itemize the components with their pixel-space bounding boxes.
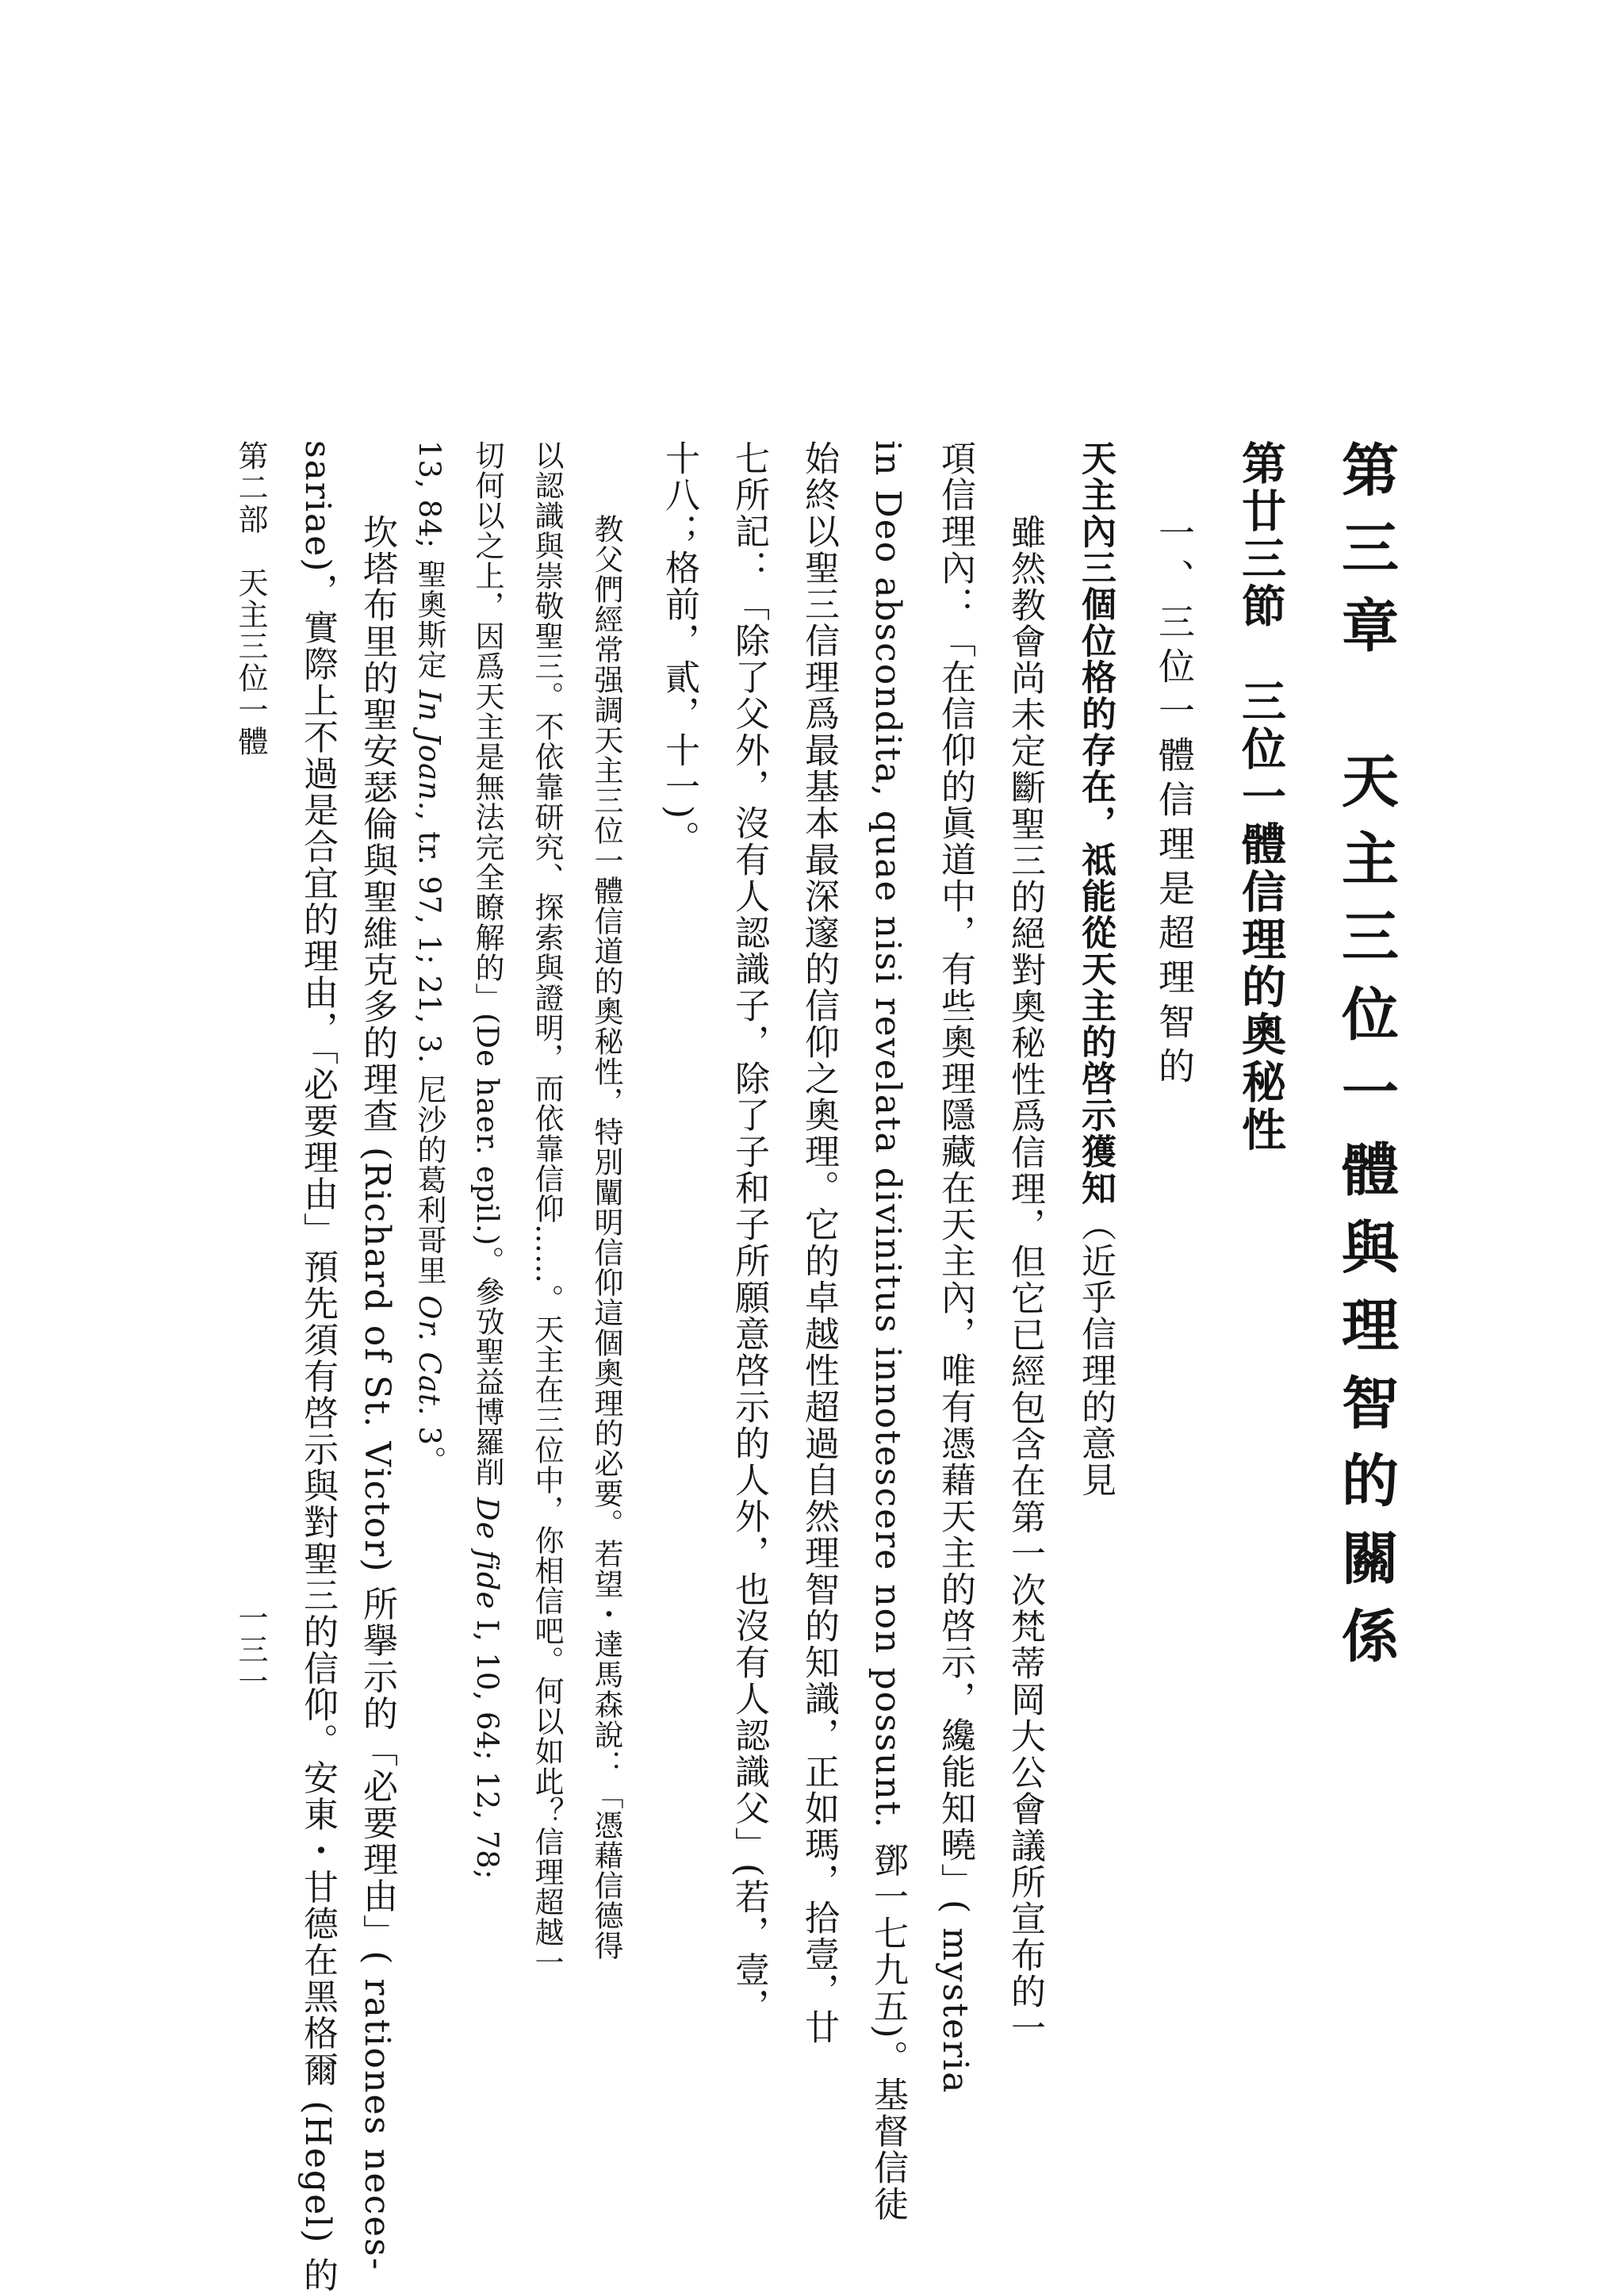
thesis-note: （近乎信理的意見 [1075,1206,1116,1498]
p2-line-4-d: Or. Cat. [412,1295,446,1417]
p2-line-4-b: In Joan. [412,689,446,811]
paragraph-3-line-2: sariae)，實際上不過是合宜的理由，「必要理由」預先須有啓示與對聖三的信仰。安東・甘德在黑格爾 (Hegel) 的 [297,440,338,2293]
paragraph-3-line-1: 坎塔布里的聖安瑟倫與聖維克多的理查 (Richard of St. Victor) 所擧示的「必要理由」( rationes neces- [357,514,397,2272]
paragraph-1-line-3: in Deo abscondita, quae nisi revelata divinitus innotescere non possunt. 鄧一七九五)。基督信徒 [868,440,908,2222]
paragraph-2-line-3 [464,440,502,2122]
thesis-bold: 天主內三個位格的存在，祗能從天主的啓示獲知 [1075,440,1116,1206]
paragraph-2-line-2: 以認識與崇敬聖三。不依靠研究、探索與證明，而依靠信仰……。天主在三位中，你相信吧。何以如此？信理超越一 [530,440,564,1977]
p2-line-3-c: I, 10, 64; 12, 78; [470,1609,504,1881]
paragraph-1-line-4: 始終以聖三信理爲最基本最深邃的信仰之奧理。它的卓越性超過自然理智的知識，正如瑪，拾壹，廿 [799,440,839,2046]
p2-line-3-a: 切何以之上，因爲天主是無法完全瞭解的」(De haer. epil.)。參攷聖益博羅削 [470,440,504,1497]
subsection-heading: 一、三位一體信理是超理智的 [1153,514,1196,1091]
paragraph-1-line-5: 七所記：「除了父外，沒有人認識子，除了子和子所願意啓示的人外，也沒有人認識父」(若，壹， [729,440,769,2025]
thesis-statement [1067,440,1116,1498]
page-number: 一三一 [233,1602,268,1697]
paragraph-1-line-1: 雖然教會尚未定斷聖三的絕對奧秘性爲信理，但它已經包含在第一次梵蒂岡大公會議所宣布的一 [1005,514,1045,2046]
paragraph-1-line-6: 十八；格前，貳，十一)。 [659,440,699,857]
p2-line-4-a: 13, 84; 聖奧斯定 [412,440,446,690]
paragraph-1-line-2: 項信理內：「在信仰的眞道中，有些奧理隱藏在天主內，唯有憑藉天主的啓示，纔能知曉」( mysteria [935,440,975,2095]
p2-line-4-e: 3。 [412,1416,446,1476]
paragraph-2-line-1: 教父們經常强調天主三位一體信道的奧秘性，特別闡明信仰這個奧理的必要。若望・達馬森說：「憑藉信德得 [589,514,623,1961]
paragraph-2-line-4 [406,440,444,1630]
p2-line-4-c: , tr. 97, 1; 21, 3. 尼沙的葛利哥里 [412,811,446,1295]
p2-line-3-b: De fide [470,1497,504,1610]
section-title: 第廿三節 三位一體信理的奧秘性 [1235,440,1287,1154]
running-title: 第二部 天主三位一體 [233,440,268,757]
chapter-title: 第三章 天主三位一體與理智的關係 [1332,440,1400,1684]
